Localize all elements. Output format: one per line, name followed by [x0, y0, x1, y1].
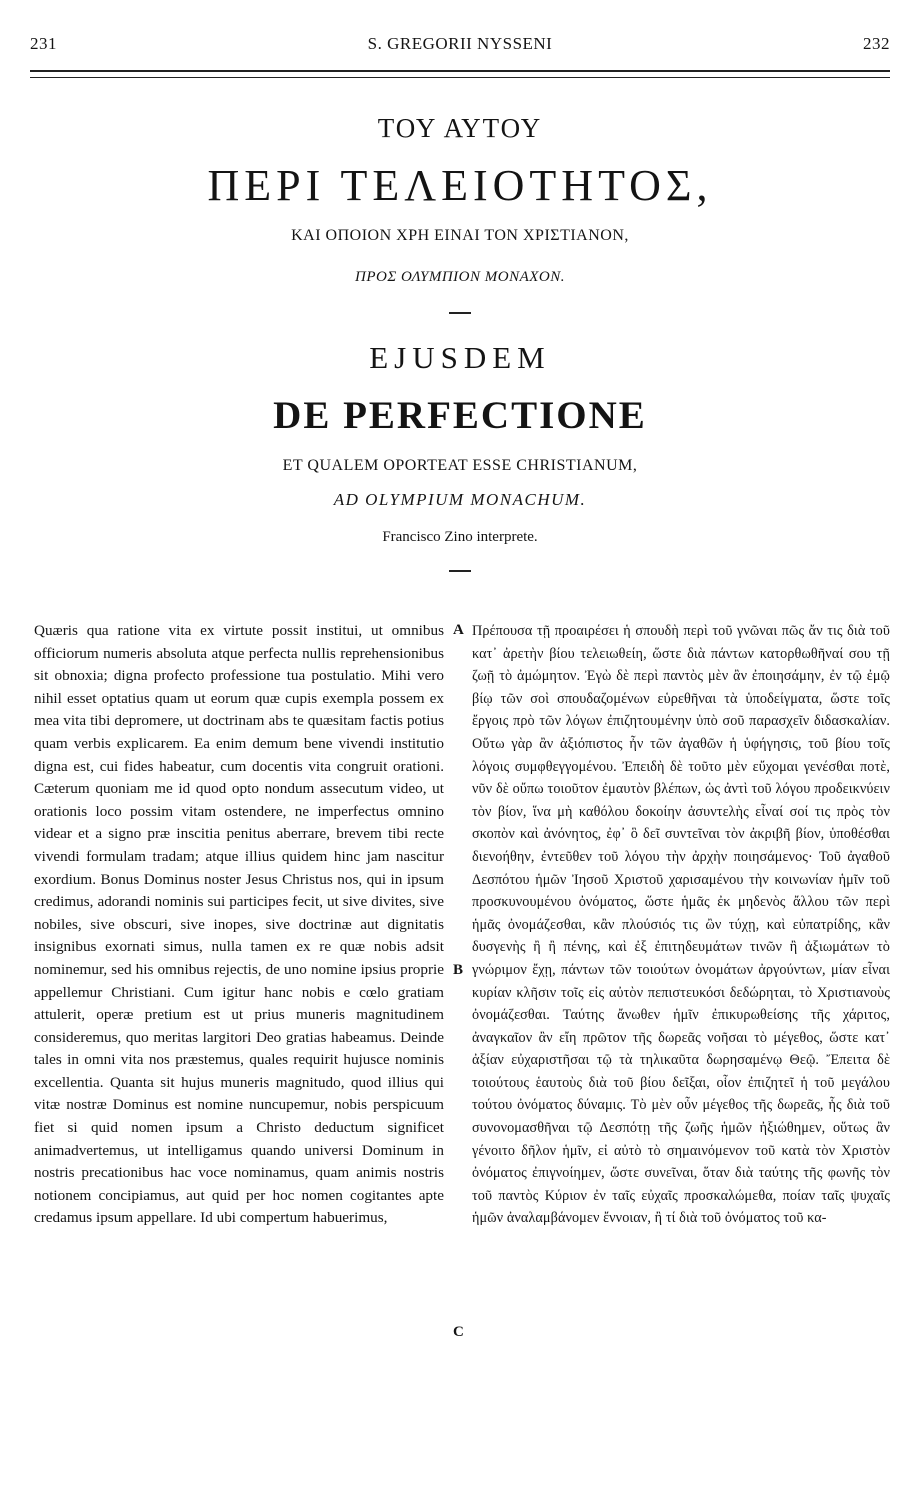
greek-column	[472, 620, 890, 1230]
latin-title-line1: EJUSDEM	[369, 340, 551, 375]
page-number-left: 231	[30, 34, 57, 53]
interpreter-line: Francisco Zino interprete.	[382, 529, 538, 545]
greek-paragraph: Πρέπουσα τῇ προαιρέσει ἡ σπουδὴ περὶ τοῦ γνῶναι πῶς ἄν τις διὰ τοῦ κατ᾽ ἀρετὴν βίου τελειωθείη, ὥστε διὰ πάντων κατορθωθῆναί σου τῇ ζωῇ τὸ ἀμώμητον. Ἐγὼ δὲ περὶ παντὸς μὲν ἂν ἐποιησάμην, ἐν τῷ ἐμῷ βίῳ τῶν σοὶ σπουδαζομένων εὑρεθῆναι τὰ ὑποδείγματα, ὥστε τοῖς ἔργοις πρὸ τῶν λόγων ἐπιζητουμένην ὑπὸ σοῦ παρασχεῖν διδασκαλίαν. Οὕτω γὰρ ἂν ἀξιόπιστος ἦν τῶν ἀγαθῶν ἡ ὑφήγησις, τοῦ βίου τοῖς λόγοις συμφθεγγομένου. Ἐπειδὴ δὲ τοῦτο μὲν εὔχομαι γενέσθαι ποτὲ, νῦν δὲ οὔπω τοιοῦτον ἐμαυτὸν βλέπων, ὡς ἀντὶ τοῦ λόγου προδεικνύειν τὸν βίον, ἵνα μὴ καθόλου δοκοίην ἀσυντελὴς εἶναί σοί τις πρὸς τὸν σκοπὸν καὶ ἀνόνητος, ἐφ᾽ ὃ δεῖ συντεῖναι τὸν ἀκριβῆ βίον, ὑποθέσθαι διενοήθην, ἐντεῦθεν τοῦ λόγου τὴν ἀρχὴν ποιησάμενος· Τοῦ ἀγαθοῦ Δεσπότου ἡμῶν Ἰησοῦ Χριστοῦ χαρισαμένου τὴν κοινωνίαν ἡμῖν τοῦ προσκυνουμένου ὀνόματος, ὥστε ἡμᾶς ἐκ μηδενὸς ἄλλου τῶν περὶ ἡμᾶς ὀνομάζεσθαι, κἂν πλούσιός τις ὢν τύχῃ, καὶ εὐπατρίδης, κἂν δυσγενὴς ἢ ἢ πένης, καὶ ἐξ ἐπιτηδευμάτων τινῶν ἢ ἀξιωμάτων τὸ γνώριμον ἔχῃ, πάντων τῶν τοιούτων ὀνομάτων ἀργούντων, μίαν εἶναι κυρίαν κλῆσιν τοῖς εἰς αὐτὸν πεπιστευκόσι δεδώρηται, τὸ Χριστιανοὺς ὀνομάζεσθαι. Ταύτης ἄνωθεν ἡμῖν ἐπικυρωθείσης τῆς χάριτος, ἀναγκαῖον ἂν εἴη πρῶτον τῆς δωρεᾶς νοῆσαι τὸ μέγεθος, ὥστε κατ᾽ ἀξίαν εὐχαριστῆσαι τῷ τὰ τηλικαῦτα δωρησαμένῳ Θεῷ. Ἔπειτα δὲ τοιούτους ἑαυτοὺς διὰ τοῦ βίου δεῖξαι, οἷον ἐπιζητεῖ ἡ τοῦ μεγάλου τούτου ὀνόματος δύναμις. Τὸ μὲν οὖν μέγεθος τῆς δωρεᾶς, ἧς διὰ τοῦ συνονομασθῆναι τῷ Δεσπότῃ τῆς ζωῆς ἡμῶν ἠξιώθημεν, οὕτως ἂν γένοιτο δῆλον ἡμῖν, εἰ αὐτὸ τὸ σημαινόμενον τοῦ κατὰ τὸν Χριστὸν ὀνόματος ἐπιγνοίημεν, ὥστε συνεῖναι, ὅταν διὰ ταύτης τῆς φωνῆς τὸν τοῦ παντὸς Κύριον ἐν ταῖς εὐχαῖς προσκαλώμεθα, ποίαν ταῖς ψυχαῖς ἡμῶν ἀναλαμβάνομεν ἔννοιαν, ἢ τί διὰ τοῦ ὀνόματος τοῦ κα-	[472, 623, 890, 1227]
page-number-right: 232	[863, 34, 890, 53]
greek-title-main: ΠΕΡΙ ΤΕΛΕΙΟΤΗΤΟΣ,	[207, 161, 713, 210]
greek-title-sub: ΚΑΙ ΟΠΟΙΟΝ ΧΡΗ ΕΙΝΑΙ ΤΟΝ ΧΡΙΣΤΙΑΝΟΝ,	[291, 227, 629, 244]
margin-letter-c: C	[453, 1324, 464, 1340]
running-head	[30, 30, 890, 58]
greek-title-dedication: ΠΡΟΣ ΟΛΥΜΠΙΟΝ ΜΟΝΑΧΟΝ.	[355, 269, 565, 285]
margin-letter-b: B	[453, 962, 464, 978]
latin-title-main: DE PERFECTIONE	[273, 394, 647, 437]
title-divider	[449, 312, 471, 314]
greek-title-line1: ΤΟΥ ΑΥΤΟΥ	[377, 113, 543, 143]
latin-title-dedication: AD OLYMPIUM MONACHUM.	[333, 490, 587, 509]
latin-title-sub: ET QUALEM OPORTEAT ESSE CHRISTIANUM,	[282, 457, 638, 474]
title-divider-2	[449, 570, 471, 572]
title-block	[30, 108, 890, 572]
margin-letter-a: A	[453, 622, 464, 638]
running-title: S. GREGORII NYSSENI	[367, 34, 553, 53]
latin-column	[34, 620, 444, 1230]
latin-paragraph: Quæris qua ratione vita ex virtute possit institui, ut omnibus officiorum numeris absoluta atque perfecta nullis reprehensionibus sit obnoxia; digna profecto professione tua postulatio. Mihi vero nihil esset optatius quam ut eorum quæ cupis exempla possem ex mea vita tibi depromere, ut doctrinam abs te quæsitam factis potius quam verbis explicarem. Ea enim demum bene vivendi institutio digna est, cui fides habeatur, cum docentis vita congruit orationi. Cæterum quoniam me id quod opto nondum assecutum video, ut orationis loco possim vitam ostendere, ne imperfectus omnino videar et a signo præ inscitia penitus aberrare, brevem tibi recte vivendi formulam tradam; atque illius quidem hinc jam nascitur exordium. Bonus Dominus noster Jesus Christus nos, qui in ipsum credimus, adorandi nominis sui participes fecit, ut sive divites, sive nobiles, sive obscuri, sive inopes, sive doctrinæ aut dignitatis insignibus exornati simus, nulla tamen ex re quæ nobis adsit nominemur, sed his omnibus rejectis, de uno nomine ipsius proprie appellemur Christiani. Cum igitur hanc nobis e cœlo gratiam attulerit, operæ pretium est ut prius muneris magnitudinem consideremus, quo meritas largitori Deo gratias habeamus. Deinde tales in omni vita nos præstemus, quales requirit hujusce nominis excellentia. Quanta sit hujus muneris magnitudo, quod illius qui vitæ nostræ Dominus est nomine nuncupemur, nobis perspicuum fiet si quid nomen ipsum a Christo deductum significet animadvertemus, ut intelligamus quando universi Dominum in nostris precationibus hac voce nominamus, quam animis nostris notionem concipiamus, aut quid per hoc nomen cogitantes apte credamus ipsum appellare. Id ubi compertum habuerimus,	[34, 622, 444, 1227]
header-rule	[30, 70, 890, 78]
